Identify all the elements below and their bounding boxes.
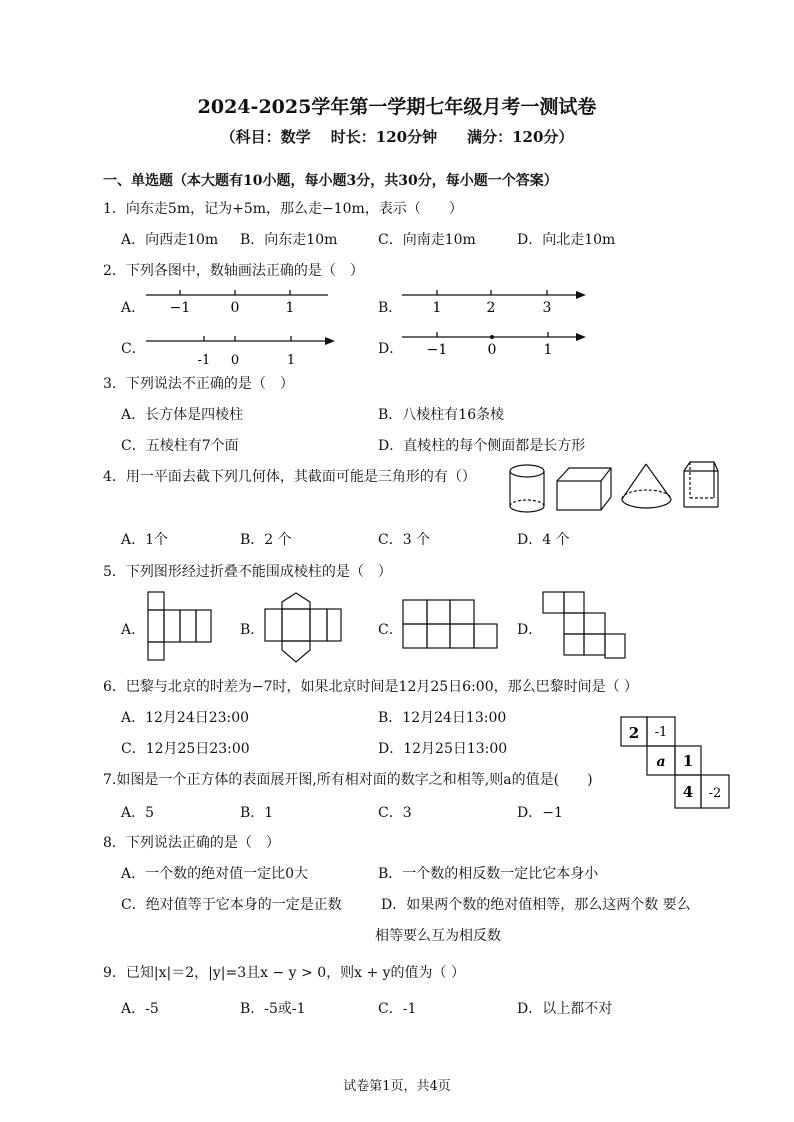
- question-7-stem: 7.如图是一个正方体的表面展开图,所有相对面的数字之和相等,则a的值是( ): [103, 772, 593, 788]
- q4-option-c: C．3 个: [378, 532, 431, 548]
- q1-option-b: B．向东走10m: [240, 232, 338, 248]
- q2-option-c: C．: [121, 341, 146, 357]
- axis-d-tick-label: 1: [543, 342, 553, 358]
- question-6-stem: 6．巴黎与北京的时差为−7时，如果北京时间是12月25日6:00，那么巴黎时间是（ ）: [103, 679, 639, 695]
- q3-option-a: A．长方体是四棱柱: [121, 407, 244, 423]
- prism-figure: [684, 462, 718, 507]
- axis-c-tick-label: 0: [230, 353, 240, 368]
- question-2-stem: 2．下列各图中，数轴画法正确的是（ ）: [103, 263, 364, 279]
- cube-net-figure: [621, 717, 729, 808]
- question-9-stem: 9．已知|x|＝2，|y|=3且x − y > 0，则x + y的值为（ ）: [103, 965, 465, 981]
- q4-option-d: D．4 个: [517, 532, 570, 548]
- q7-option-a: A．5: [121, 805, 155, 821]
- q1-option-c: C．向南走10m: [378, 232, 476, 248]
- q3-option-c: C．五棱柱有7个面: [121, 438, 239, 454]
- net-cell-label: -1: [654, 725, 668, 740]
- q8-option-b: B．一个数的相反数一定比它本身小: [378, 866, 599, 882]
- q3-option-d: D．直棱柱的每个侧面都是长方形: [378, 438, 586, 454]
- exam-title: 2024-2025学年第一学期七年级月考一测试卷: [197, 96, 597, 118]
- number-line-c: [146, 336, 335, 368]
- question-5-stem: 5．下列图形经过折叠不能围成棱柱的是（ ）: [103, 564, 392, 580]
- q4-option-a: A．1个: [121, 532, 169, 548]
- page-footer: 试卷第1页，共4页: [343, 1079, 451, 1094]
- q9-option-d: D．以上都不对: [517, 1001, 613, 1017]
- net-cell-label: a: [656, 754, 666, 770]
- exam-subtitle: （科目：数学 时长：120分钟 满分：120分）: [220, 128, 574, 146]
- q5-option-c: C．: [378, 622, 403, 638]
- question-8-stem: 8．下列说法正确的是（ ）: [103, 835, 280, 851]
- q2-option-a: A．: [121, 300, 146, 316]
- q2-option-b: B．: [378, 300, 403, 316]
- net-cell-label: 4: [682, 783, 694, 801]
- q1-option-a: A．向西走10m: [121, 232, 219, 248]
- q4-option-b: B．2 个: [240, 532, 292, 548]
- q9-option-c: C．-1: [378, 1001, 417, 1017]
- axis-a-tick-label: 1: [285, 300, 295, 316]
- cylinder-figure: [510, 465, 544, 512]
- axis-a-tick-label: 0: [230, 300, 240, 316]
- net-cell-label: 1: [682, 752, 694, 770]
- q5-option-d: D．: [517, 622, 543, 638]
- number-line-d: [402, 332, 586, 358]
- net-a-figure: [148, 592, 211, 660]
- question-4-stem: 4．用一平面去截下列几何体，其截面可能是三角形的有（）: [103, 469, 476, 485]
- net-cell-label: -2: [708, 786, 722, 801]
- q9-option-a: A．-5: [121, 1001, 159, 1017]
- q7-option-b: B．1: [240, 805, 274, 821]
- q6-option-a: A．12月24日23:00: [121, 710, 250, 726]
- q5-option-b: B．: [240, 622, 265, 638]
- q9-option-b: B．-5或-1: [240, 1001, 306, 1017]
- q8-option-a: A．一个数的绝对值一定比0大: [121, 866, 309, 882]
- q6-option-b: B．12月24日13:00: [378, 710, 507, 726]
- axis-d-tick-label: 0: [487, 342, 497, 358]
- question-3-stem: 3．下列说法不正确的是（ ）: [103, 376, 294, 392]
- axis-b-tick-label: 1: [432, 300, 442, 316]
- net-d-figure: [543, 592, 625, 658]
- axis-a-tick-label: −1: [169, 300, 191, 316]
- net-b-figure: [265, 593, 341, 662]
- net-cell-label: 2: [628, 724, 640, 742]
- axis-b-tick-label: 2: [486, 300, 496, 316]
- cuboid-figure: [557, 468, 611, 510]
- section-heading: 一、单选题（本大题有10小题，每小题3分，共30分，每小题一个答案）: [103, 173, 558, 189]
- axis-b-tick-label: 3: [542, 300, 552, 316]
- q8-option-d: D．如果两个数的绝对值相等，那么这两个数 要么: [381, 897, 691, 913]
- q2-option-d: D．: [378, 341, 404, 357]
- axis-c-tick-label: -1: [197, 353, 211, 368]
- q3-option-b: B．八棱柱有16条棱: [378, 407, 505, 423]
- question-1-stem: 1．向东走5m，记为+5m，那么走−10m，表示（ ）: [103, 201, 463, 217]
- q7-option-d: D．−1: [517, 805, 563, 821]
- axis-d-tick-label: −1: [426, 342, 448, 358]
- q1-option-d: D．向北走10m: [517, 232, 616, 248]
- q8-option-c: C．绝对值等于它本身的一定是正数: [121, 897, 342, 913]
- axis-c-tick-label: 1: [286, 353, 296, 368]
- number-line-b: [402, 290, 586, 316]
- net-c-figure: [403, 600, 497, 648]
- q7-option-c: C．3: [378, 805, 412, 821]
- cone-figure: [622, 464, 671, 508]
- q8-option-d-continued: 相等要么互为相反数: [375, 928, 501, 944]
- q6-option-d: D．12月25日13:00: [378, 741, 508, 757]
- q5-option-a: A．: [121, 622, 146, 638]
- q6-option-c: C．12月25日23:00: [121, 741, 250, 757]
